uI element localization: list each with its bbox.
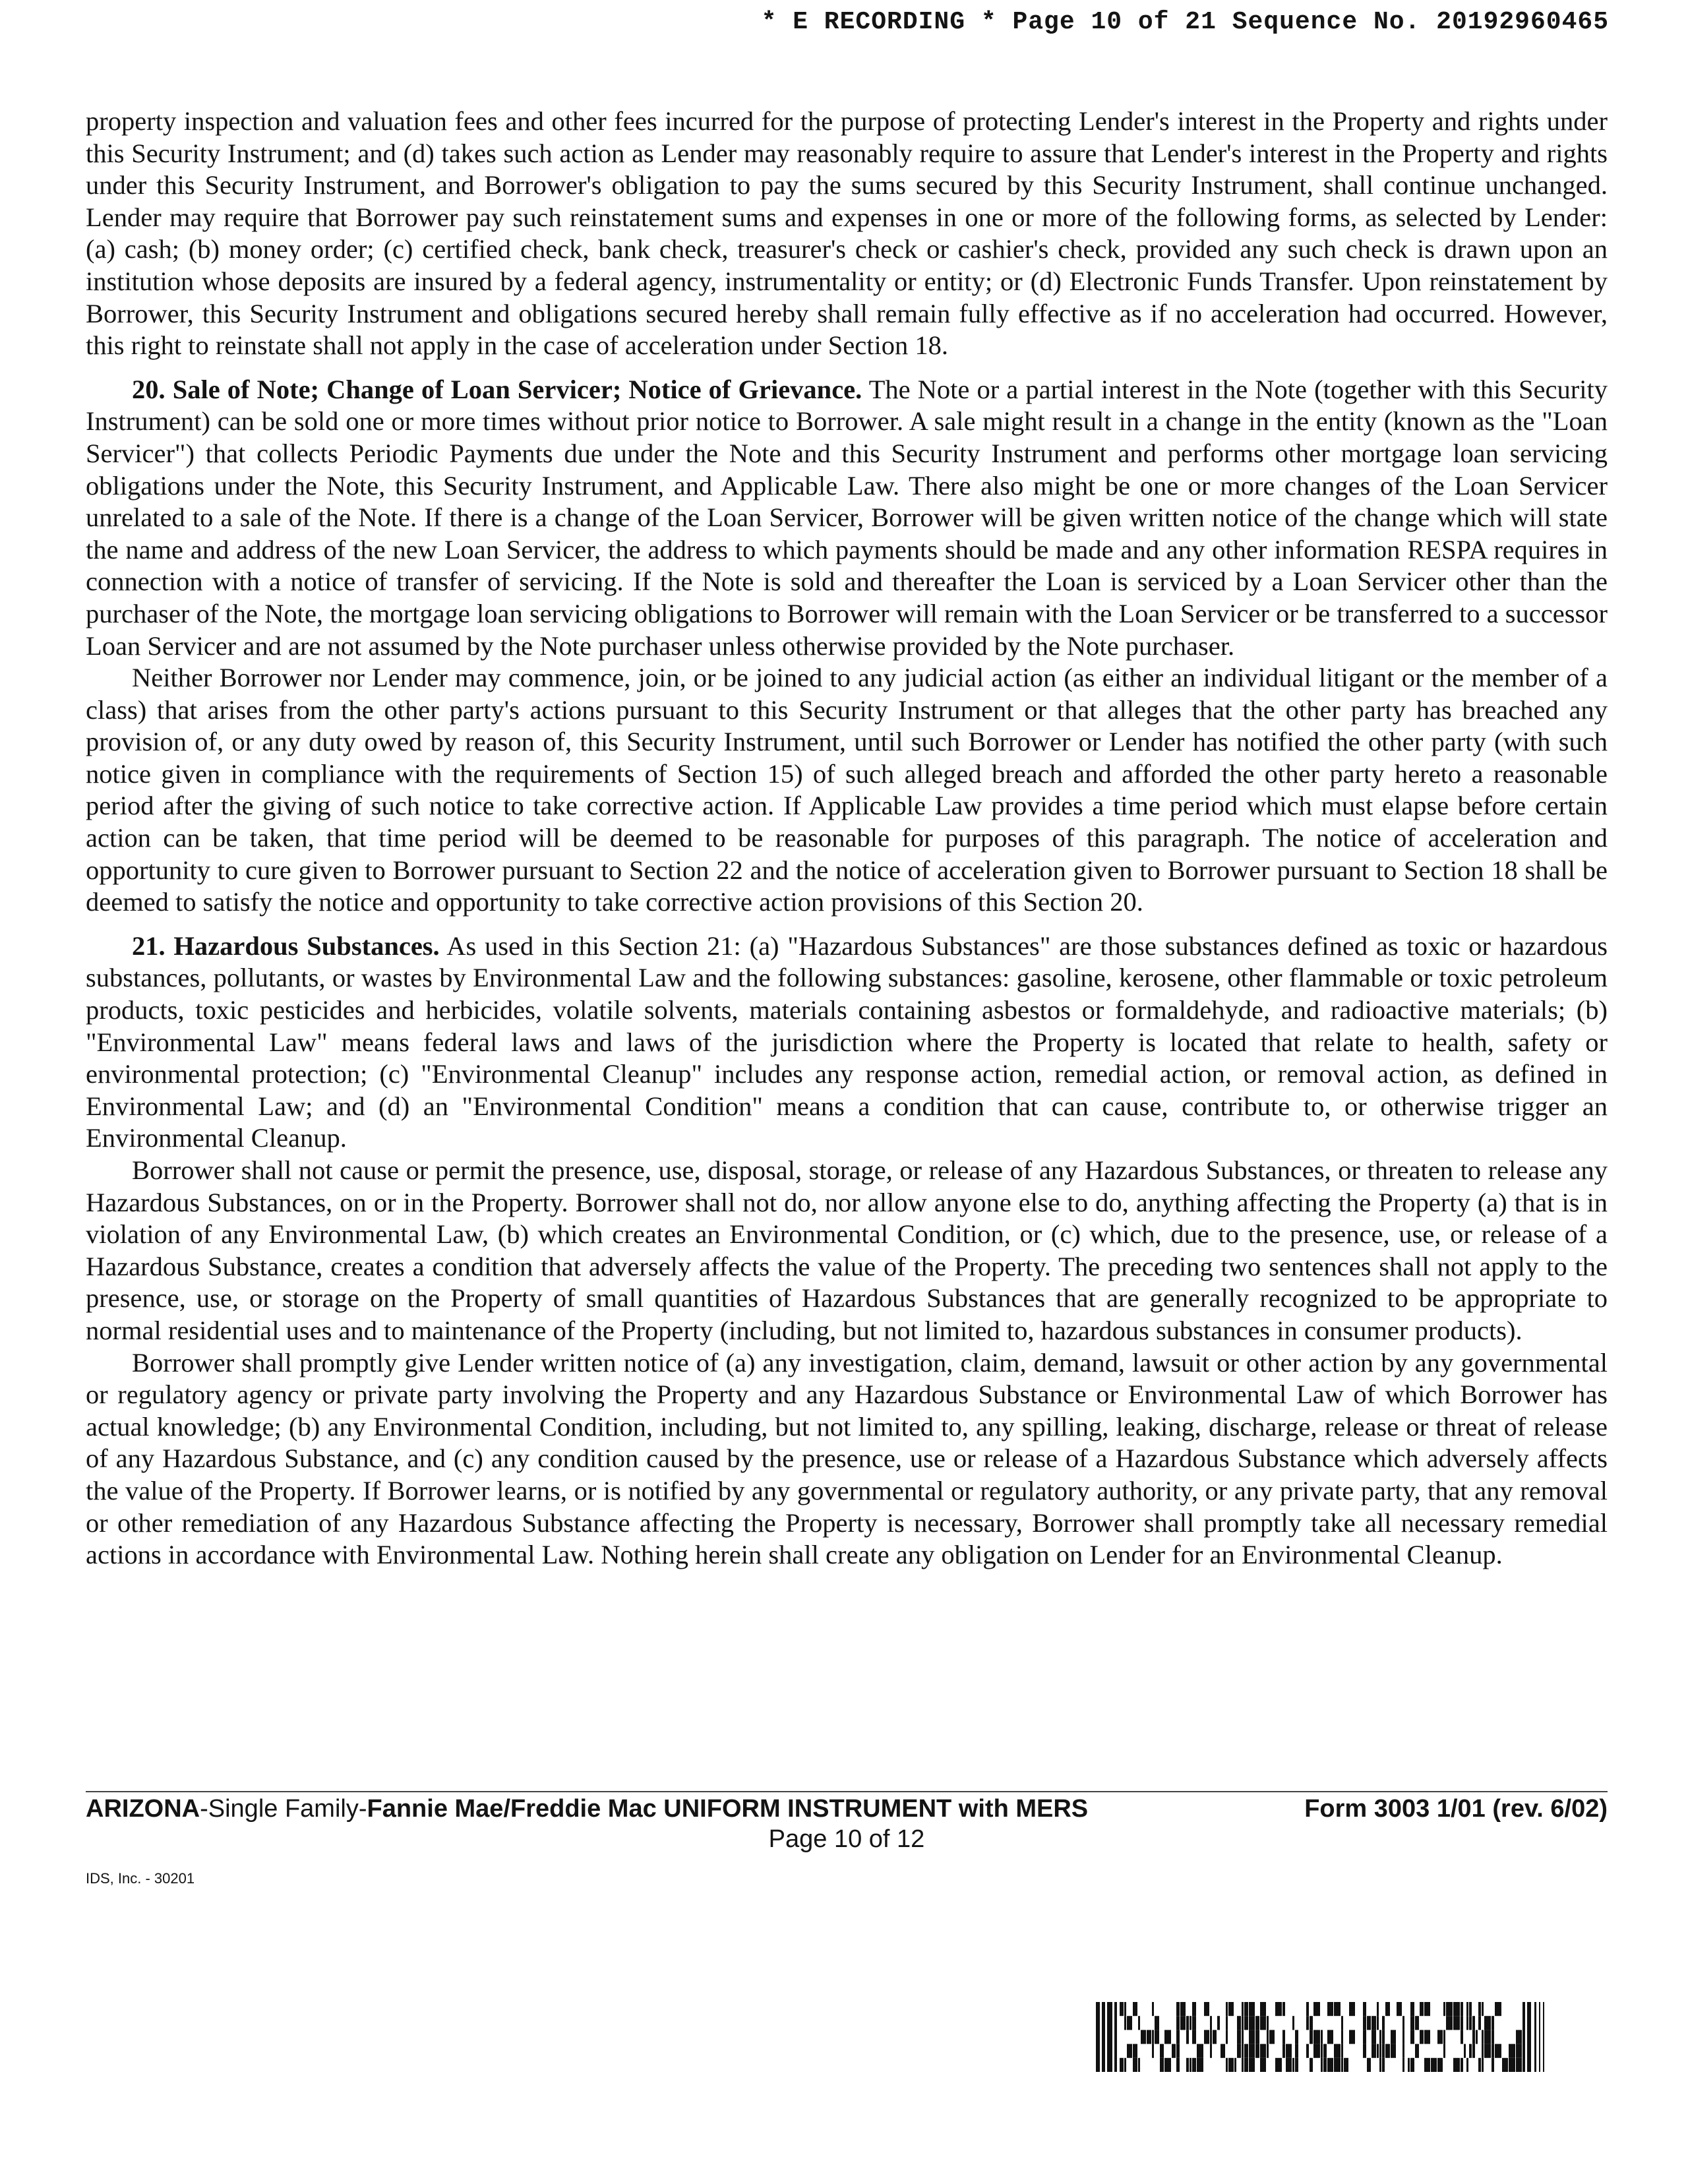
barcode-cell: [1138, 2058, 1140, 2072]
barcode-cell: [1476, 2030, 1478, 2044]
barcode-cell: [1255, 2016, 1259, 2030]
paragraph-continuation: property inspection and valuation fees and other fees incurred for the purpose of protecting Lender's interest in the Property and rights under this Security Instrument; and (d) takes such action as Lender may reasonably require to assure that Lender's interest in the Property and rights under this Security Instrument, and Borrower's obligation to pay the sums secured by this Security Instrument, shall continue unchanged. Lender may require that Borrower pay such reinstatement sums and expenses in one or more of the following forms, as selected by Lender: (a) cash; (b) money order; (c) certified check, bank check, treasurer's check or cashier's check, provided any such check is drawn upon an institution whose deposits are insured by a federal agency, instrumentality or entity; or (d) Electronic Funds Transfer. Upon reinstatement by Borrower, this Security Instrument and obligations secured hereby shall remain fully effective as if no acceleration had occurred. However, this right to reinstate shall not apply in the case of acceleration under Section 18.: [86, 106, 1608, 361]
barcode-cell: [1228, 2058, 1234, 2072]
barcode-cell: [1176, 2002, 1180, 2016]
barcode-cell: [1495, 2002, 1501, 2016]
barcode-cell: [1176, 2044, 1180, 2058]
barcode-cell: [1255, 2030, 1259, 2044]
barcode-cell: [1323, 2044, 1327, 2058]
barcode-cell: [1213, 2030, 1217, 2044]
barcode-cell: [1244, 2044, 1248, 2058]
barcode-cell: [1382, 2016, 1385, 2030]
barcode-cell: [1469, 2016, 1472, 2030]
section-21-heading: 21. Hazardous Substances.: [132, 930, 440, 961]
barcode-cell: [1176, 2058, 1180, 2072]
barcode-cell: [1424, 2030, 1430, 2044]
barcode-cell: [1492, 2058, 1494, 2072]
barcode-cell: [1124, 2002, 1126, 2016]
barcode-cell: [1217, 2016, 1220, 2030]
barcode-bar: [1107, 2002, 1112, 2072]
barcode-cell: [1424, 2002, 1430, 2016]
barcode-cell: [1492, 2016, 1494, 2030]
barcode-cell: [1420, 2002, 1424, 2016]
barcode-cell: [1402, 2044, 1404, 2058]
footer-divider: [86, 1791, 1608, 1792]
barcode-cell: [1469, 2044, 1472, 2058]
barcode-cell: [1192, 2058, 1196, 2072]
section-21-paragraph-2: Borrower shall not cause or permit the presence, use, disposal, storage, or release of any Hazardous Substances, or threaten to release any Hazardous Substances, on or in the Property. Borrower shall not do, nor allow anyone else to do, anything affecting the Property (a) that is in violation of any Environmental Law, (b) which creates an Environmental Condition, or (c) which, due to the presence, use, or release of a Hazardous Substance, creates a condition that adversely affects the value of the Property. The preceding two sentences shall not apply to the presence, use, or storage on the Property of small quantities of Hazardous Substances that are generally recognized to be appropriate to normal residential uses and to maintenance of the Property (including, but not limited to, hazardous substances in consumer products).: [86, 1155, 1608, 1345]
barcode-cell: [1495, 2044, 1501, 2058]
barcode-cell: [1420, 2030, 1424, 2044]
barcode-cell: [1466, 2058, 1468, 2072]
barcode-cell: [1461, 2002, 1463, 2016]
barcode-cell: [1410, 2002, 1414, 2016]
barcode-cell: [1192, 2002, 1196, 2016]
barcode-cell: [1267, 2016, 1269, 2030]
section-20-body: The Note or a partial interest in the Note (together with this Security Instrument) can be sold one or more times without prior notice to Borrower. A sale might result in a change in the entity (known as the "Loan Servicer") that collects Periodic Payments due under the Note and this Security Instrument and performs other mortgage loan servicing obligations under the Note, this Security Instrument, and Applicable Law. There also might be one or more changes of the Loan Servicer unrelated to a sale of the Note. If there is a change of the Loan Servicer, Borrower will be given written notice of the change which will state the name and address of the new Loan Servicer, the address to which payments should be made and any other information RESPA requires in connection with a notice of transfer of servicing. If the Note is sold and thereafter the Loan is serviced by a Loan Servicer other than the purchaser of the Note, the mortgage loan servicing obligations to Borrower will remain with the Loan Servicer or be transferred to a successor Loan Servicer and are not assumed by the Note purchaser unless otherwise provided by the Note purchaser.: [86, 374, 1608, 661]
barcode-cell: [1249, 2058, 1255, 2072]
barcode-cell: [1267, 2044, 1269, 2058]
barcode-cell: [1484, 2016, 1491, 2030]
barcode-cell: [1164, 2030, 1171, 2044]
page-number: Page 10 of 12: [768, 1825, 925, 1853]
barcode-cell: [1234, 2058, 1236, 2072]
section-21-paragraph: [86, 930, 1608, 1155]
barcode-cell: [1415, 2016, 1419, 2030]
barcode-cell: [1379, 2058, 1381, 2072]
barcode-cell: [1186, 2058, 1189, 2072]
barcode-cell: [1237, 2030, 1241, 2044]
barcode-cell: [1244, 2016, 1248, 2030]
barcode-cell: [1160, 2058, 1164, 2072]
barcode-cell: [1286, 2058, 1292, 2072]
barcode-cell: [1176, 2030, 1180, 2044]
barcode-cell: [1482, 2044, 1484, 2058]
barcode-cell: [1197, 2044, 1203, 2058]
barcode-cell: [1127, 2044, 1132, 2058]
barcode-cell: [1372, 2016, 1376, 2030]
barcode-cell: [1133, 2044, 1137, 2058]
barcode-cell: [1210, 2016, 1212, 2030]
barcode-cell: [1472, 2030, 1475, 2044]
barcode-cell: [1306, 2002, 1309, 2016]
footer-family: -Single Family-: [200, 1795, 367, 1823]
barcode-cell: [1437, 2058, 1443, 2072]
form-code: IDS, Inc. - 30201: [86, 1870, 195, 1887]
barcode-cell: [1466, 2016, 1468, 2030]
barcode-cell: [1446, 2002, 1453, 2016]
barcode-cell: [1509, 2044, 1515, 2058]
barcode-cell: [1367, 2016, 1371, 2030]
barcode-cell: [1424, 2058, 1430, 2072]
barcode-cell: [1197, 2058, 1203, 2072]
barcode-cell: [1260, 2016, 1266, 2030]
barcode-cell: [1210, 2044, 1212, 2058]
barcode-cell: [1410, 2058, 1414, 2072]
barcode-bar: [1102, 2002, 1105, 2072]
barcode-cell: [1292, 2058, 1294, 2072]
barcode-cell: [1349, 2030, 1355, 2044]
barcode-cell: [1391, 2030, 1396, 2044]
footer-instrument-title: [86, 1795, 1088, 1823]
barcode-cell: [1461, 2030, 1463, 2044]
barcode-cell: [1410, 2016, 1414, 2030]
barcode-cell: [1228, 2002, 1234, 2016]
barcode-cell: [1341, 2030, 1343, 2044]
barcode-cell: [1221, 2044, 1225, 2058]
barcode-cell: [1408, 2058, 1410, 2072]
barcode-cell: [1210, 2030, 1212, 2044]
barcode-cell: [1453, 2002, 1460, 2016]
barcode-cell: [1295, 2044, 1298, 2058]
barcode-cell: [1237, 2016, 1241, 2030]
barcode-cell: [1327, 2058, 1333, 2072]
barcode-cell: [1344, 2058, 1348, 2072]
recording-header: * E RECORDING * Page 10 of 21 Sequence No. 20192960465: [761, 8, 1609, 36]
barcode-cell: [1260, 2058, 1266, 2072]
barcode-cell: [1313, 2044, 1320, 2058]
barcode-cell: [1466, 2002, 1468, 2016]
barcode-cell: [1443, 2002, 1445, 2016]
barcode-cell: [1138, 2016, 1140, 2030]
barcode-cell: [1292, 2016, 1294, 2030]
barcode-cell: [1321, 2030, 1323, 2044]
barcode-cell: [1469, 2002, 1472, 2016]
barcode-cell: [1186, 2016, 1189, 2030]
barcode-cell: [1484, 2044, 1491, 2058]
barcode-cell: [1267, 2030, 1269, 2044]
barcode-cell: [1295, 2058, 1298, 2072]
barcode-cell: [1431, 2058, 1437, 2072]
barcode-cell: [1124, 2058, 1126, 2072]
barcode-cell: [1367, 2058, 1371, 2072]
barcode-cell: [1249, 2002, 1255, 2016]
barcode-cell: [1363, 2002, 1366, 2016]
barcode-cell: [1372, 2044, 1376, 2058]
section-20-heading: 20. Sale of Note; Change of Loan Servicer; Notice of Grievance.: [132, 374, 862, 404]
barcode-cell: [1385, 2002, 1390, 2016]
barcode-cell: [1363, 2030, 1366, 2044]
barcode-cell: [1190, 2016, 1191, 2030]
barcode-cell: [1313, 2002, 1320, 2016]
barcode-cell: [1379, 2044, 1381, 2058]
barcode-cell: [1484, 2030, 1491, 2044]
barcode-cell: [1410, 2030, 1414, 2044]
barcode-cell: [1133, 2058, 1137, 2072]
barcode-cell: [1310, 2058, 1313, 2072]
barcode-cell: [1306, 2044, 1309, 2058]
barcode-bar: [1527, 2002, 1531, 2072]
barcode-cell: [1492, 2044, 1494, 2058]
barcode-cell: [1313, 2030, 1320, 2044]
barcode-cell: [1164, 2058, 1171, 2072]
barcode-cell: [1446, 2016, 1453, 2030]
barcode-cell: [1509, 2058, 1515, 2072]
barcode-cell: [1176, 2016, 1180, 2030]
barcode-cell: [1443, 2044, 1445, 2058]
barcode-cell: [1372, 2030, 1376, 2044]
barcode-cell: [1415, 2044, 1419, 2058]
barcode-cell: [1382, 2058, 1385, 2072]
barcode-cell: [1464, 2044, 1466, 2058]
barcode-cell: [1363, 2016, 1366, 2030]
barcode-cell: [1321, 2058, 1323, 2072]
barcode-cell: [1402, 2058, 1404, 2072]
barcode-cell: [1453, 2016, 1460, 2030]
barcode-cell: [1147, 2030, 1151, 2044]
barcode-cell: [1249, 2030, 1255, 2044]
barcode-cell: [1226, 2030, 1228, 2044]
barcode-cell: [1242, 2044, 1244, 2058]
barcode-cell: [1186, 2030, 1189, 2044]
barcode-cell: [1341, 2044, 1343, 2058]
barcode-cell: [1334, 2044, 1341, 2058]
barcode-cell: [1363, 2044, 1366, 2058]
barcode-cell: [1260, 2044, 1266, 2058]
barcode-cell: [1461, 2016, 1463, 2030]
document-body: [86, 106, 1608, 1571]
barcode-cell: [1275, 2058, 1282, 2072]
barcode-cell: [1327, 2030, 1333, 2044]
barcode-cell: [1275, 2002, 1282, 2016]
barcode-bar: [1522, 2002, 1525, 2072]
barcode-cell: [1382, 2044, 1385, 2058]
barcode-cell: [1155, 2016, 1159, 2030]
barcode-cell: [1482, 2030, 1484, 2044]
barcode-cell: [1472, 2044, 1475, 2058]
barcode-cell: [1226, 2016, 1228, 2030]
document-barcode: [1096, 2002, 1559, 2072]
barcode-cell: [1226, 2058, 1228, 2072]
barcode-bar: [1096, 2002, 1100, 2072]
barcode-cell: [1385, 2044, 1390, 2058]
barcode-cell: [1349, 2002, 1355, 2016]
barcode-cell: [1242, 2002, 1244, 2016]
barcode-cell: [1286, 2044, 1292, 2058]
barcode-bar: [1539, 2002, 1540, 2072]
barcode-cell: [1327, 2002, 1333, 2016]
barcode-cell: [1502, 2058, 1508, 2072]
barcode-bars: [1096, 2002, 1544, 2072]
section-20-paragraph: [86, 374, 1608, 662]
barcode-cell: [1242, 2030, 1244, 2044]
barcode-cell: [1155, 2030, 1159, 2044]
barcode-cell: [1453, 2058, 1460, 2072]
barcode-cell: [1478, 2002, 1481, 2016]
barcode-cell: [1242, 2016, 1244, 2030]
barcode-cell: [1172, 2044, 1176, 2058]
footer-instrument: Fannie Mae/Freddie Mac UNIFORM INSTRUMENT with MERS: [367, 1795, 1089, 1823]
barcode-cell: [1516, 2030, 1522, 2044]
barcode-cell: [1124, 2016, 1126, 2030]
barcode-bar: [1543, 2002, 1544, 2072]
barcode-cell: [1321, 2044, 1323, 2058]
barcode-cell: [1192, 2030, 1196, 2044]
barcode-cell: [1295, 2030, 1298, 2044]
barcode-cell: [1377, 2044, 1379, 2058]
barcode-cell: [1152, 2002, 1154, 2016]
footer-state: ARIZONA: [86, 1795, 200, 1823]
barcode-cell: [1120, 2058, 1124, 2072]
barcode-cell: [1152, 2030, 1154, 2044]
section-21-body: As used in this Section 21: (a) "Hazardous Substances" are those substances defined as toxic or hazardous substances, pollutants, or wastes by Environmental Law and the following substances: gasoline, kerosene, other flammable or toxic petroleum products, toxic pesticides and herbicides, volatile solvents, materials containing asbestos or formaldehyde, and radioactive materials; (b) "Environmental Law" means federal laws and laws of the jurisdiction where the Property is located that relate to health, safety or environmental protection; (c) "Environmental Cleanup" includes any response action, remedial action, or removal action, as defined in Environmental Law; and (d) an "Environmental Condition" means a condition that can cause, contribute to, or otherwise trigger an Environmental Cleanup.: [86, 930, 1608, 1153]
footer-form-number: Form 3003 1/01 (rev. 6/02): [1304, 1795, 1608, 1823]
barcode-cell: [1306, 2016, 1309, 2030]
barcode-cell: [1226, 2002, 1228, 2016]
barcode-cell: [1152, 2044, 1154, 2058]
barcode-cell: [1391, 2044, 1396, 2058]
barcode-cell: [1482, 2058, 1484, 2072]
barcode-cell: [1382, 2030, 1385, 2044]
barcode-cell: [1141, 2030, 1146, 2044]
barcode-cell: [1282, 2002, 1285, 2016]
barcode-cell: [1127, 2016, 1132, 2030]
barcode-cell: [1192, 2016, 1196, 2030]
barcode-cell: [1204, 2030, 1209, 2044]
barcode-cell: [1249, 2016, 1255, 2030]
barcode-cell: [1242, 2058, 1244, 2072]
barcode-cell: [1478, 2058, 1481, 2072]
barcode-cell: [1437, 2030, 1443, 2044]
barcode-cell: [1472, 2016, 1475, 2030]
barcode-cell: [1482, 2002, 1484, 2016]
barcode-cell: [1310, 2016, 1313, 2030]
barcode-cell: [1133, 2002, 1137, 2016]
barcode-cell: [1260, 2002, 1266, 2016]
barcode-cell: [1402, 2016, 1404, 2030]
barcode-cell: [1269, 2030, 1275, 2044]
barcode-cell: [1379, 2030, 1381, 2044]
barcode-cell: [1478, 2016, 1481, 2030]
barcode-cell: [1249, 2044, 1255, 2058]
barcode-cell: [1310, 2030, 1313, 2044]
barcode-cell: [1282, 2044, 1285, 2058]
barcode-cell: [1120, 2002, 1124, 2016]
barcode-cell: [1461, 2058, 1463, 2072]
section-20-paragraph-2: Neither Borrower nor Lender may commence, join, or be joined to any judicial action (as either an individual litigant or the member of a class) that arises from the other party's actions pursuant to this Security Instrument or that alleges that the other party has breached any provision of, or any duty owed by reason of, this Security Instrument, until such Borrower or Lender has notified the other party (with such notice given in compliance with the requirements of Section 15) of such alleged breach and afforded the other party hereto a reasonable period after the giving of such notice to take corrective action. If Applicable Law provides a time period which must elapse before certain action can be taken, that time period will be deemed to be reasonable for purposes of this paragraph. The notice of acceleration and opportunity to cure given to Borrower pursuant to Section 22 and the notice of acceleration given to Borrower pursuant to Section 18 shall be deemed to satisfy the notice and opportunity to take corrective action provisions of this Section 20.: [86, 663, 1608, 917]
barcode-cell: [1397, 2002, 1402, 2016]
barcode-cell: [1377, 2002, 1379, 2016]
barcode-cell: [1244, 2002, 1248, 2016]
barcode-cell: [1323, 2058, 1327, 2072]
barcode-cell: [1282, 2030, 1285, 2044]
barcode-cell: [1244, 2058, 1248, 2072]
barcode-bar: [1114, 2002, 1117, 2072]
barcode-cell: [1492, 2030, 1494, 2044]
barcode-cell: [1180, 2002, 1186, 2016]
barcode-cell: [1341, 2058, 1343, 2072]
barcode-cell: [1180, 2016, 1186, 2030]
barcode-cell: [1377, 2016, 1379, 2030]
barcode-cell: [1443, 2030, 1445, 2044]
barcode-cell: [1516, 2044, 1522, 2058]
barcode-bar: [1534, 2002, 1536, 2072]
barcode-cell: [1204, 2002, 1209, 2016]
barcode-cell: [1160, 2044, 1164, 2058]
barcode-cell: [1190, 2058, 1191, 2072]
barcode-cell: [1237, 2044, 1241, 2058]
section-21-paragraph-3: Borrower shall promptly give Lender written notice of (a) any investigation, claim, demand, lawsuit or other action by any governmental or regulatory agency or private party involving the Property and any Hazardous Substance or Environmental Law of which Borrower has actual knowledge; (b) any Environmental Condition, including, but not limited to, any spilling, leaking, discharge, release or threat of release of any Hazardous Substance, and (c) any condition caused by the presence, use or release of a Hazardous Substance which adversely affects the value of the Property. If Borrower learns, or is notified by any governmental or regulatory authority, or any private party, that any removal or other remediation of any Hazardous Substance affecting the Property is necessary, Borrower shall promptly take all necessary remedial actions in accordance with Environmental Law. Nothing herein shall create any obligation on Lender for an Environmental Cleanup.: [86, 1347, 1608, 1570]
barcode-cell: [1516, 2058, 1522, 2072]
barcode-cell: [1334, 2058, 1341, 2072]
barcode-cell: [1402, 2030, 1404, 2044]
barcode-cell: [1255, 2044, 1259, 2058]
barcode-cell: [1334, 2002, 1341, 2016]
barcode-cell: [1341, 2016, 1343, 2030]
